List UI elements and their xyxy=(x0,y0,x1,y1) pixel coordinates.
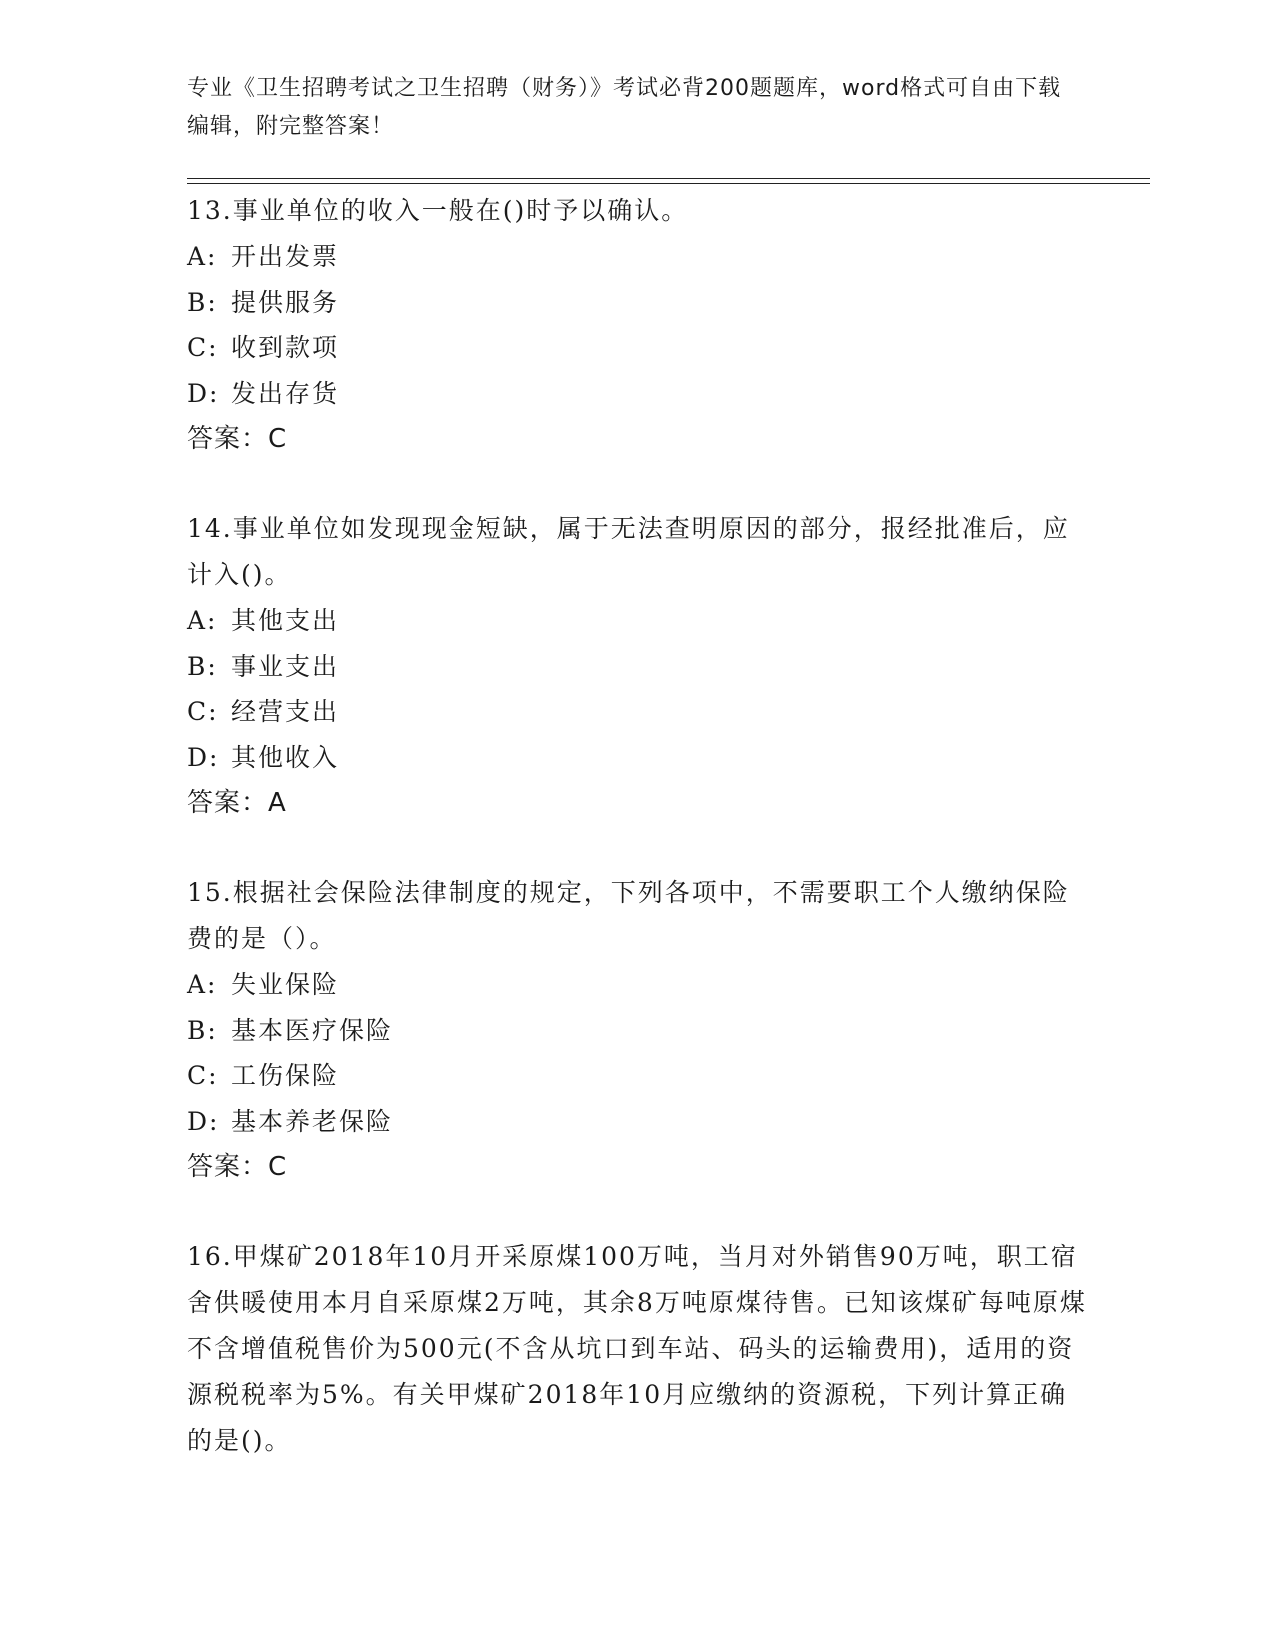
option-d xyxy=(187,735,1087,781)
option-d xyxy=(187,371,1087,417)
option-letter: D: xyxy=(187,742,220,772)
option-b xyxy=(187,280,1087,326)
question-13 xyxy=(187,188,1087,462)
option-text: 基本医疗保险 xyxy=(231,1015,394,1045)
option-letter: B: xyxy=(187,287,218,317)
option-text: 提供服务 xyxy=(231,287,340,317)
option-b xyxy=(187,644,1087,690)
answer-line: 答案：C xyxy=(187,424,288,454)
option-b xyxy=(187,1008,1087,1054)
option-text: 发出存货 xyxy=(231,378,340,408)
question-15 xyxy=(187,870,1087,1190)
option-a xyxy=(187,962,1087,1008)
option-a xyxy=(187,598,1087,644)
option-text: 事业支出 xyxy=(231,651,340,681)
document-header: 专业《卫生招聘考试之卫生招聘（财务）》考试必背200题题库，word格式可自由下载编辑，附完整答案！ xyxy=(187,76,1062,139)
option-letter: A: xyxy=(187,970,218,999)
option-c xyxy=(187,1053,1087,1099)
option-text: 失业保险 xyxy=(231,970,340,999)
option-text: 开出发票 xyxy=(231,242,340,271)
option-letter: C: xyxy=(187,1061,219,1090)
option-letter: C: xyxy=(187,697,219,726)
option-letter: B: xyxy=(187,1015,218,1045)
option-text: 工伤保险 xyxy=(231,1061,340,1090)
question-stem: 13.事业单位的收入一般在()时予以确认。 xyxy=(187,196,689,225)
header-divider-bottom xyxy=(187,183,1150,184)
answer-line: 答案：C xyxy=(187,1152,288,1182)
option-d xyxy=(187,1099,1087,1145)
option-letter: A: xyxy=(187,606,218,635)
header-divider-top xyxy=(187,178,1150,179)
option-c xyxy=(187,325,1087,371)
option-letter: C: xyxy=(187,333,219,362)
question-16 xyxy=(187,1234,1087,1464)
option-c xyxy=(187,689,1087,735)
option-text: 基本养老保险 xyxy=(231,1106,394,1136)
option-text: 其他支出 xyxy=(231,606,340,635)
question-stem: 16.甲煤矿2018年10月开采原煤100万吨，当月对外销售90万吨，职工宿舍供暖使用本月自采原煤2万吨，其余8万吨原煤待售。已知该煤矿每吨原煤不含增值税售价为500元(不含从坑口到车站、码头的运输费用)，适用的资源税税率为5%。有关甲煤矿2018年10月应缴纳的资源税，下列计算正确的是()。 xyxy=(187,1242,1087,1455)
option-a xyxy=(187,234,1087,280)
question-14 xyxy=(187,506,1087,826)
option-text: 收到款项 xyxy=(231,333,340,362)
option-text: 经营支出 xyxy=(231,697,340,726)
answer-line: 答案：A xyxy=(187,788,287,818)
question-stem: 15.根据社会保险法律制度的规定，下列各项中，不需要职工个人缴纳保险费的是（）。 xyxy=(187,878,1070,953)
option-text: 其他收入 xyxy=(231,742,340,772)
option-letter: A: xyxy=(187,242,218,271)
option-letter: D: xyxy=(187,1106,220,1136)
question-stem: 14.事业单位如发现现金短缺，属于无法查明原因的部分，报经批准后，应计入()。 xyxy=(187,514,1070,589)
option-letter: B: xyxy=(187,651,218,681)
option-letter: D: xyxy=(187,378,220,408)
question-list xyxy=(187,188,1087,1508)
